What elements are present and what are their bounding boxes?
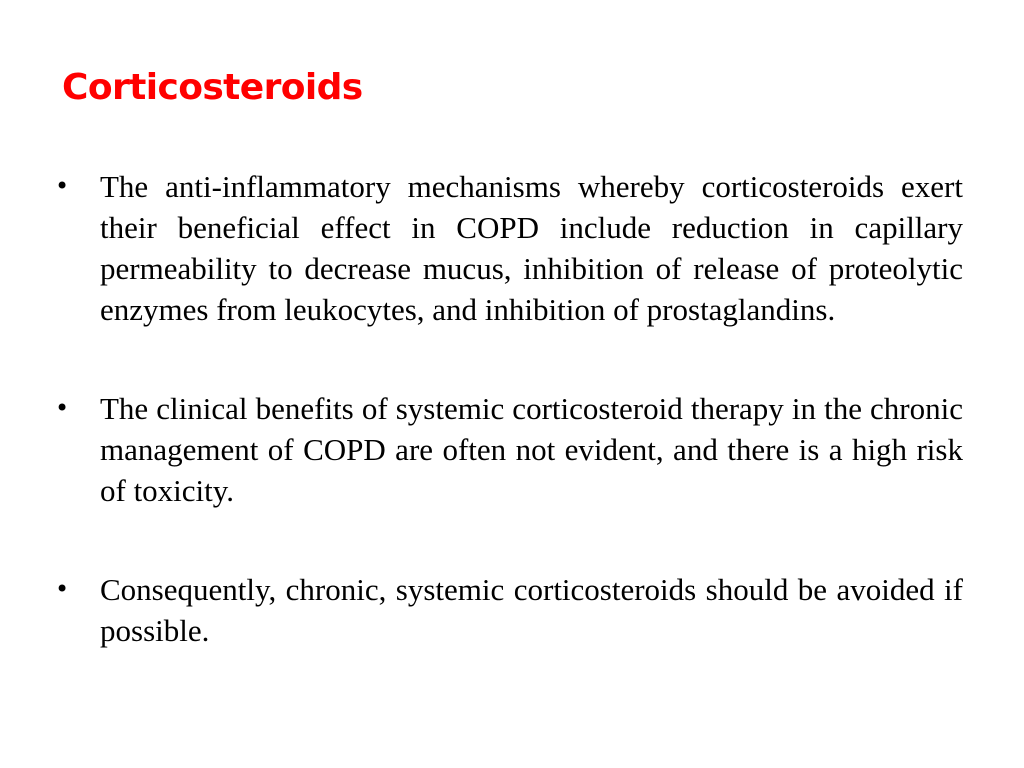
bullet-text: The anti-inflammatory mechanisms whereby corticosteroids exert their beneficial effect in COPD include reduction in capillary permeability to decrease mucus, inhibition of release of proteolytic enzymes from leukocytes, and inhibition of prostaglandins. [100,169,963,327]
bullet-item [55,569,963,651]
bullet-item [55,166,963,330]
bullet-list [55,166,963,709]
bullet-item [55,388,963,511]
bullet-point-icon: • [55,394,70,422]
slide-title: Corticosteroids [62,67,363,108]
bullet-text: The clinical benefits of systemic corticosteroid therapy in the chronic management of COPD are often not evident, and there is a high risk of toxicity. [100,391,963,508]
bullet-text: Consequently, chronic, systemic corticosteroids should be avoided if possible. [100,572,963,648]
bullet-point-icon: • [55,172,70,200]
bullet-point-icon: • [55,575,70,603]
